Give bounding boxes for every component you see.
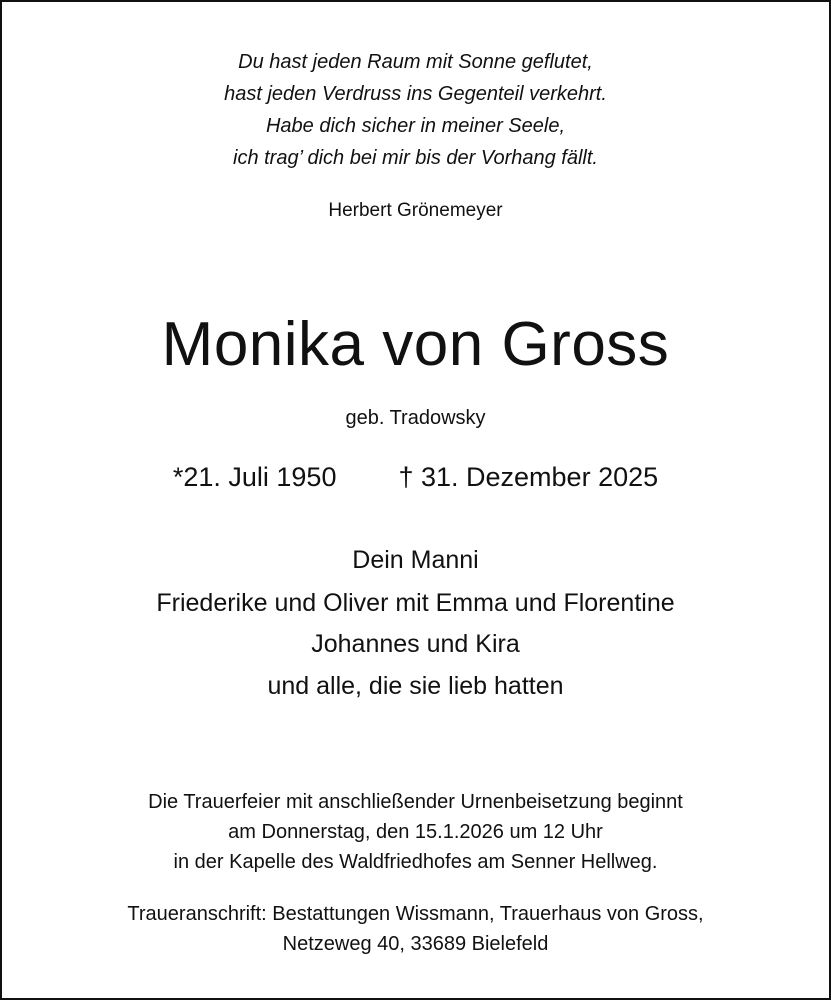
deceased-name: Monika von Gross — [161, 310, 670, 379]
birth-date: *21. Juli 1950 — [172, 462, 337, 492]
mourner-line-1: Dein Manni — [352, 546, 479, 574]
poem-line-1: Du hast jeden Raum mit Sonne geflutet, — [238, 51, 593, 73]
mourner-line-2: Friederike und Oliver mit Emma und Florentine — [156, 589, 675, 617]
address-line-1: Traueranschrift: Bestattungen Wissmann, Trauerhaus von Gross, — [127, 903, 704, 925]
poem-author: Herbert Grönemeyer — [328, 200, 503, 221]
address-line-2: Netzeweg 40, 33689 Bielefeld — [282, 933, 549, 955]
ceremony-line-2: am Donnerstag, den 15.1.2026 um 12 Uhr — [228, 821, 603, 843]
ceremony-line-3: in der Kapelle des Waldfriedhofes am Senner Hellweg. — [173, 851, 658, 873]
mourner-line-3: Johannes und Kira — [311, 630, 520, 658]
maiden-name: geb. Tradowsky — [345, 407, 486, 429]
ceremony-line-1: Die Trauerfeier mit anschließender Urnenbeisetzung beginnt — [148, 791, 683, 813]
death-date: † 31. Dezember 2025 — [398, 462, 659, 492]
poem-line-4: ich trag’ dich bei mir bis der Vorhang fällt. — [233, 147, 598, 169]
poem-line-2: hast jeden Verdruss ins Gegenteil verkehrt. — [224, 83, 607, 105]
life-dates — [2, 462, 829, 493]
poem-line-3: Habe dich sicher in meiner Seele, — [265, 115, 566, 137]
mourner-line-4: und alle, die sie lieb hatten — [267, 672, 564, 700]
